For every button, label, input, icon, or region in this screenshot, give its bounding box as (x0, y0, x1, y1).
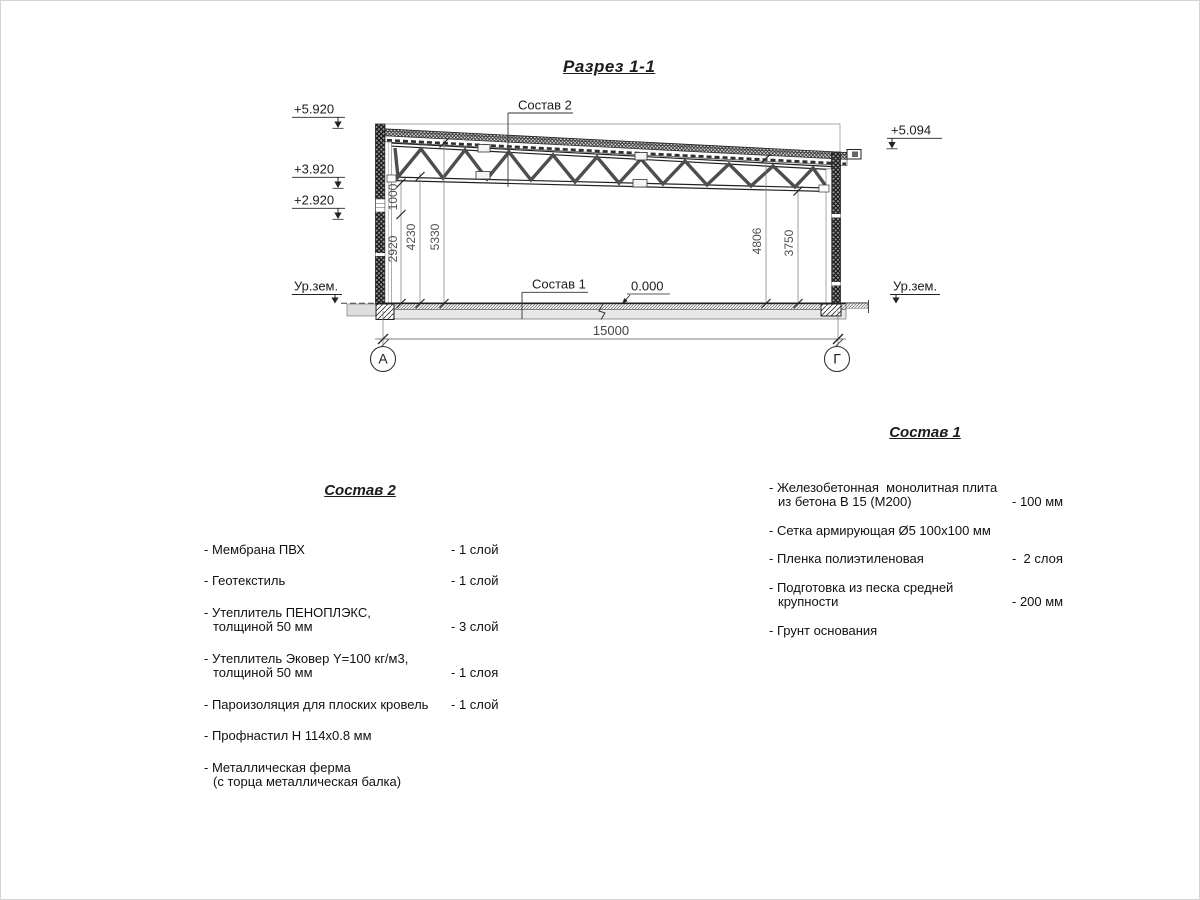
axis-label-g: Г (833, 350, 841, 367)
ground-strip-left (347, 304, 376, 316)
svg-text:Состав 1: Состав 1 (532, 276, 586, 292)
svg-text:+5.920: +5.920 (294, 101, 335, 117)
sostav2-list (204, 484, 516, 807)
splice-plate (476, 172, 490, 180)
span-value: 15000 (592, 323, 630, 338)
elevation-mark-3920 (292, 162, 345, 189)
material-row: - Пароизоляция для плоских кровель - 1 слой (204, 696, 499, 712)
ground-level-left (292, 279, 342, 304)
ground-level-right (890, 279, 940, 304)
elevation-mark-5094 (887, 123, 943, 149)
dim-4230: 4230 (404, 223, 418, 251)
sostav1-list (769, 426, 1081, 652)
svg-text:0.000: 0.000 (631, 278, 664, 294)
right-wall (819, 152, 841, 304)
elevation-mark-5920 (292, 102, 345, 129)
sostav2-title: Состав 2 (324, 482, 396, 499)
foundation-left (376, 304, 394, 320)
material-row: - Геотекстиль - 1 слой (204, 573, 499, 588)
material-row: - Сетка армирующая Ø5 100х100 мм (769, 522, 991, 538)
dim-1000: 1000 (386, 183, 400, 211)
material-row: - Железобетонная монолитная плита из бетона В 15 (М200) - 100 мм (769, 479, 1064, 509)
truss-bearing (387, 175, 396, 182)
roof-assembly (377, 129, 861, 166)
svg-text:+2.920: +2.920 (294, 192, 335, 208)
svg-text:Ур.зем.: Ур.зем. (294, 278, 339, 294)
material-row: - Мембрана ПВХ - 1 слой (204, 541, 499, 557)
dim-5330: 5330 (428, 223, 442, 251)
splice-plate (633, 180, 647, 188)
material-row: - Утеплитель ПЕНОПЛЭКС, толщиной 50 мм - 3 слой (204, 604, 499, 634)
dimension-ticks (397, 139, 803, 309)
dim-2920: 2920 (386, 235, 400, 263)
svg-text:Ур.зем.: Ур.зем. (893, 278, 938, 294)
elevation-mark-2920 (292, 193, 345, 220)
section-drawing (1, 1, 1200, 421)
axis-bubble-g (825, 339, 850, 372)
zero-level-mark (622, 279, 670, 305)
ground-strip-right (846, 303, 868, 308)
material-row: - Пленка полиэтиленовая - 2 слоя (769, 551, 1063, 566)
material-row: - Подготовка из песка средней крупности - 200 мм (769, 579, 1064, 609)
truss-bearing (819, 185, 829, 192)
svg-text:+3.920: +3.920 (294, 161, 335, 177)
material-row: - Грунт основания (769, 622, 878, 638)
material-row: - Утеплитель Эковер Y=100 кг/м3, толщиной 50 мм - 1 слоя (204, 650, 499, 680)
svg-text:Состав 2: Состав 2 (518, 97, 572, 113)
page-title: Разрез 1-1 (563, 57, 656, 76)
sostav1-title: Состав 1 (889, 424, 961, 441)
material-row: - Профнастил Н 114х0.8 мм (204, 728, 372, 743)
axis-label-a: А (378, 350, 388, 367)
splice-plate (478, 145, 490, 153)
svg-text:+5.094: +5.094 (891, 122, 932, 138)
dim-4806: 4806 (750, 227, 764, 255)
dim-3750: 3750 (782, 229, 796, 257)
material-row: - Металлическая ферма (с торца металлическая балка) (204, 759, 402, 789)
left-wall (376, 124, 397, 304)
splice-plate (635, 153, 647, 161)
